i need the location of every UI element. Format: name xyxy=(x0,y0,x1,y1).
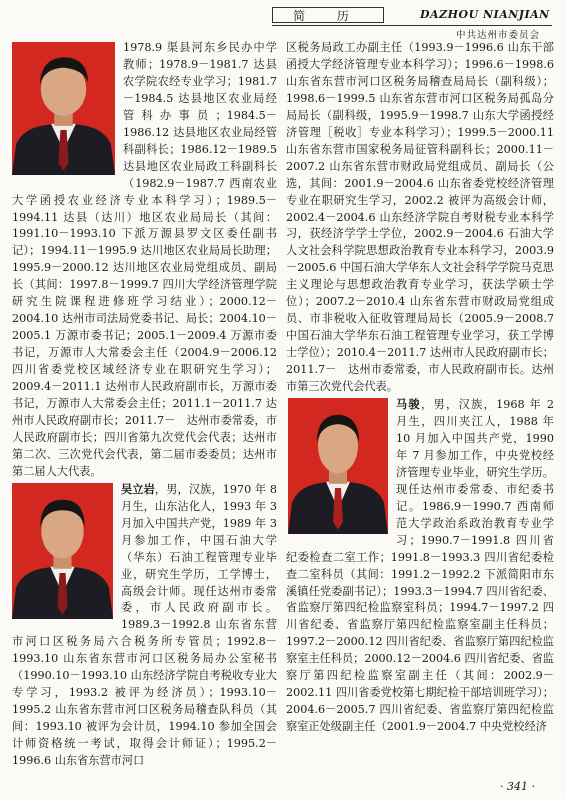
left-column xyxy=(12,40,277,780)
section-org: 中共达州市委员会 xyxy=(456,30,541,41)
header-rule xyxy=(272,25,552,26)
right-column xyxy=(286,40,554,780)
person-name-2: 吴立岩 xyxy=(121,481,155,496)
page-header xyxy=(0,0,566,40)
yearbook-title-en: DAZHOU NIANJIAN xyxy=(420,8,550,21)
portrait-figure-1 xyxy=(12,42,115,175)
portrait-figure-2 xyxy=(12,483,113,619)
portrait-photo-3 xyxy=(288,398,388,534)
person-name-3: 马骏 xyxy=(396,397,422,412)
portrait-photo-1 xyxy=(12,42,115,175)
portrait-figure-3 xyxy=(288,398,388,534)
portrait-photo-2 xyxy=(12,483,113,619)
bio-text-2-continued: 区税务局政工办副主任（1993.9－1996.6 山东干部函授大学经济管理专业本科学习）；1996.6－1998.6 山东省东营市河口区税务局稽查局局长（副科级）；1998.6－1999.5 山东省东营市河口区税务局孤岛分局局长（副科级，1995.9－1998.7 山东大学函授经济管理［税收］专业本科学习）；1999.5－2000.11 山东省东营市国家税务局征管科副科长；2000.11－2007.2 山东省东营市财政局党组成员、副局长（公选，其间：2001.9－2004.6 山东省委党校经济管理专业在职研究生学习，2002.2 被评为高级会计师，2002.4－2004.6 山东经济学院自考财税专业本科学习，获经济学学士学位，2002.9－2004.6 石油大学人文社会科学院思想政治教育专业本科学习，2003.9－2005.6 中国石油大学华东人文社会科学学院马克思主义理论与思想政治教育专业学习，获法学硕士学位）；2007.2－2010.4 山东省东营市财政局党组成员、市非税收入征收管理局局长（2005.9－2008.7 中国石油大学华东石油工程管理专业学习，获工学博士学位）；2010.4－2011.7 达州市人民政府副市长；2011.7－ 达州市委常委，市人民政府副市长。达州市第三次党代会代表。 xyxy=(286,41,554,394)
bio-text-1: 1978.9 渠县河东乡民办中学教师；1978.9－1981.7 达县农学院农经专业学习；1981.7－1984.5 达县地区农业局经管科办事员；1984.5－1986.12 达县地区农业局经管科副科长；1986.12－1989.5 达县地区农业局政工科副科长（1982.9－1987.7 西南农业大学函授农业经济专业本科学习）；1989.5－1994.11 达县（达川）地区农业局局长（其间：1991.10－1993.10 下派万源县罗文区委任副书记）；1994.11－1995.9 达川地区农业局局长助理；1995.9－2000.12 达川地区农业局党组成员、副局长（其间：1997.8－1999.7 四川大学经济管理学院研究生院课程进修班学习结业）；2000.12－2004.10 达州市司法局党委书记、局长；2004.10－2005.1 万源市委书记；2005.1－2009.4 万源市委书记，万源市人大常委会主任（2004.9－2006.12 四川省委党校区域经济专业在职研究生学习）；2009.4－2011.1 达州市人民政府副市长，万源市委书记，万源市人大常委会主任；2011.1－2011.7 达州市人民政府副市长；2011.7－ 达州市委常委，市人民政府副市长；四川省第九次党代会代表；达州市第二次、三次党代会代表，第二届市委委员；达州市第二届人大代表。 xyxy=(12,41,277,478)
bio-body-2: ，男，汉族，1970 年 8 月生，山东沾化人，1993 年 3 月加入中国共产党，1989 年 3 月参加工作，中国石油大学（华东）石油工程管理专业毕业，研究生学历，工学博士，高级会计师。现任达州市委常委，市人民政府副市长。1989.3－1992.8 山东省东营市河口区税务局六合税务所专管员；1992.8－1993.10 山东省东营市河口区税务局办公室秘书（1990.10－1993.10 山东经济学院自考税收专业大专学习，1993.2 被评为经济员）；1993.10－1995.2 山东省东营市河口区税务局稽查队科员（其间：1993.10 被评为会计员，1994.10 参加全国会计师资格统一考试，取得会计师证）；1995.2－1996.6 山东省东营市河口 xyxy=(12,482,277,768)
section-title: 简 历 xyxy=(272,7,384,23)
page-number: · 341 · xyxy=(500,780,535,793)
bio-body-3: ，男，汉族，1968 年 2 月生，四川夹江人，1988 年 10 月加入中国共产党，1990 年 7 月参加工作，中央党校经济管理专业毕业，研究生学历。现任达州市委常委、市纪委书记。1986.9－1990.7 西南师范大学政治系政治教育专业学习；1990.7－1991.8 四川省纪委检查二室工作；1991.8－1993.3 四川省纪委检查二室科员（其间：1991.2－1992.2 下派简阳市东溪镇任党委副书记）；1993.3－1994.7 四川省纪委、省监察厅第四纪检监察室科员；1994.7－1997.2 四川省纪委、省监察厅第四纪检监察室副主任科员；1997.2－2000.12 四川省纪委、省监察厅第四纪检监察室主任科员；2000.12－2004.6 四川省纪委、省监察厅第四纪检监察室副主任（其间：2002.9－2002.11 四川省委党校第七期纪检干部培训班学习）；2004.6－2005.7 四川省纪委、省监察厅第四纪检监察室正处级副主任（2001.9－2004.7 中央党校经济 xyxy=(286,398,554,734)
